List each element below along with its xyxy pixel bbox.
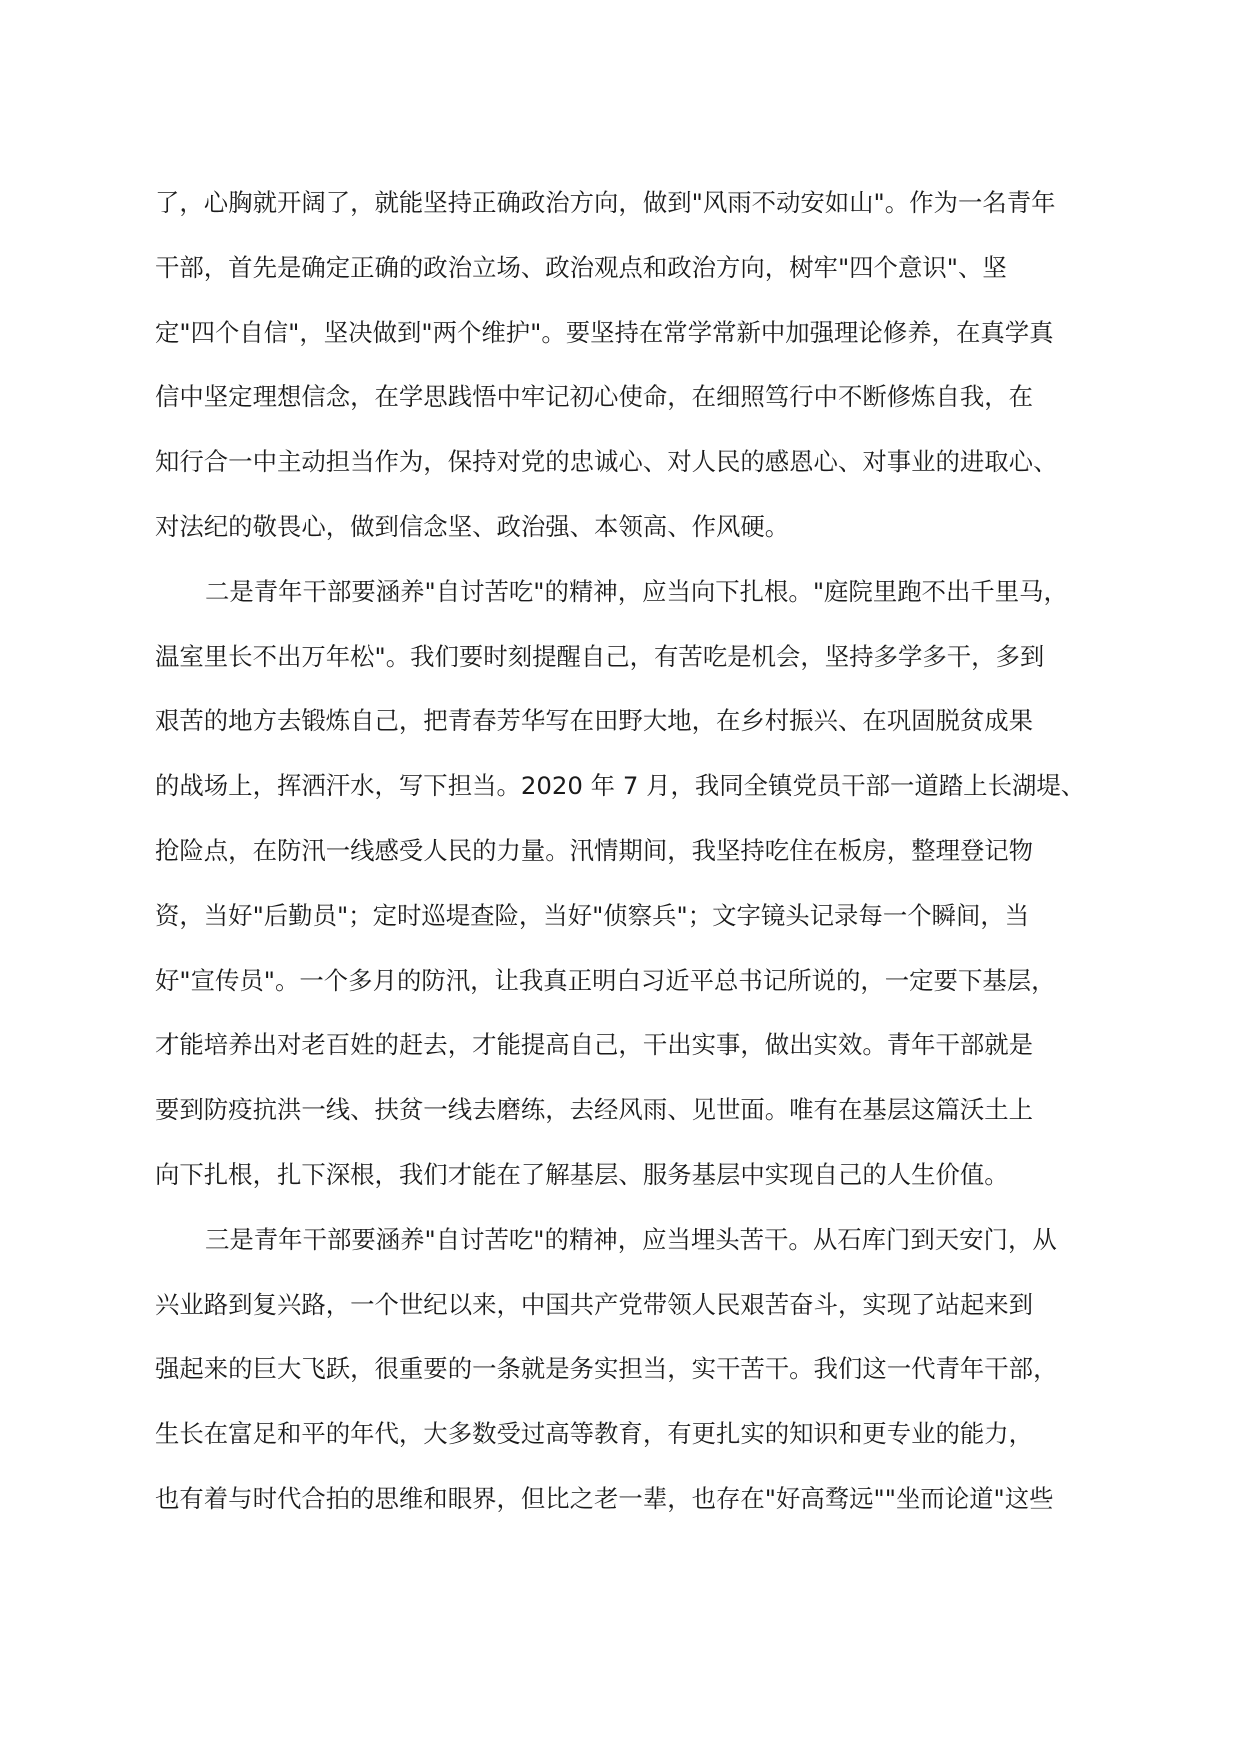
text-line: 三是青年干部要涵养"自讨苦吃"的精神，应当埋头苦干。从石库门到天安门，从: [205, 1224, 1057, 1254]
text-line: 也有着与时代合拍的思维和眼界，但比之老一辈，也存在"好高骛远""坐而论道"这些: [155, 1483, 1054, 1513]
text-line: 生长在富足和平的年代，大多数受过高等教育，有更扎实的知识和更专业的能力，: [155, 1419, 1034, 1449]
text-line: 资，当好"后勤员"；定时巡堤查险，当好"侦察兵"；文字镜头记录每一个瞬间，当: [155, 900, 1030, 930]
text-line: 要到防疫抗洪一线、扶贫一线去磨练，去经风雨、见世面。唯有在基层这篇沃土上: [155, 1095, 1034, 1125]
text-line: 的战场上，挥洒汗水，写下担当。2020 年 7 月，我同全镇党员干部一道踏上长湖堤、: [155, 771, 1086, 801]
text-line: 二是青年干部要涵养"自讨苦吃"的精神，应当向下扎根。"庭院里跑不出千里马，: [205, 576, 1068, 606]
text-line: 定"四个自信"，坚决做到"两个维护"。要坚持在常学常新中加强理论修养，在真学真: [155, 317, 1054, 347]
text-line: 对法纪的敬畏心，做到信念坚、政治强、本领高、作风硬。: [155, 511, 790, 541]
text-line: 抢险点，在防汛一线感受人民的力量。汛情期间，我坚持吃住在板房，整理登记物: [155, 835, 1034, 865]
text-line: 干部，首先是确定正确的政治立场、政治观点和政治方向，树牢"四个意识"、坚: [155, 252, 1007, 282]
text-line: 温室里长不出万年松"。我们要时刻提醒自己，有苦吃是机会，坚持多学多干，多到: [155, 641, 1045, 671]
text-line: 知行合一中主动担当作为，保持对党的忠诚心、对人民的感恩心、对事业的进取心、: [155, 447, 1058, 477]
text-line: 艰苦的地方去锻炼自己，把青春芳华写在田野大地，在乡村振兴、在巩固脱贫成果: [155, 706, 1034, 736]
text-line: 才能培养出对老百姓的赶去，才能提高自己，干出实事，做出实效。青年干部就是: [155, 1030, 1034, 1060]
document-body-text: [155, 186, 1090, 1547]
text-line: 向下扎根，扎下深根，我们才能在了解基层、服务基层中实现自己的人生价值。: [155, 1159, 1009, 1189]
text-line: 了，心胸就开阔了，就能坚持正确政治方向，做到"风雨不动安如山"。作为一名青年: [155, 188, 1056, 217]
text-line: 好"宣传员"。一个多月的防汛，让我真正明白习近平总书记所说的，一定要下基层，: [155, 965, 1056, 995]
text-line: 兴业路到复兴路，一个世纪以来，中国共产党带领人民艰苦奋斗，实现了站起来到: [155, 1289, 1034, 1319]
text-line: 强起来的巨大飞跃，很重要的一条就是务实担当，实干苦干。我们这一代青年干部，: [155, 1354, 1058, 1384]
text-line: 信中坚定理想信念，在学思践悟中牢记初心使命，在细照笃行中不断修炼自我，在: [155, 382, 1034, 412]
